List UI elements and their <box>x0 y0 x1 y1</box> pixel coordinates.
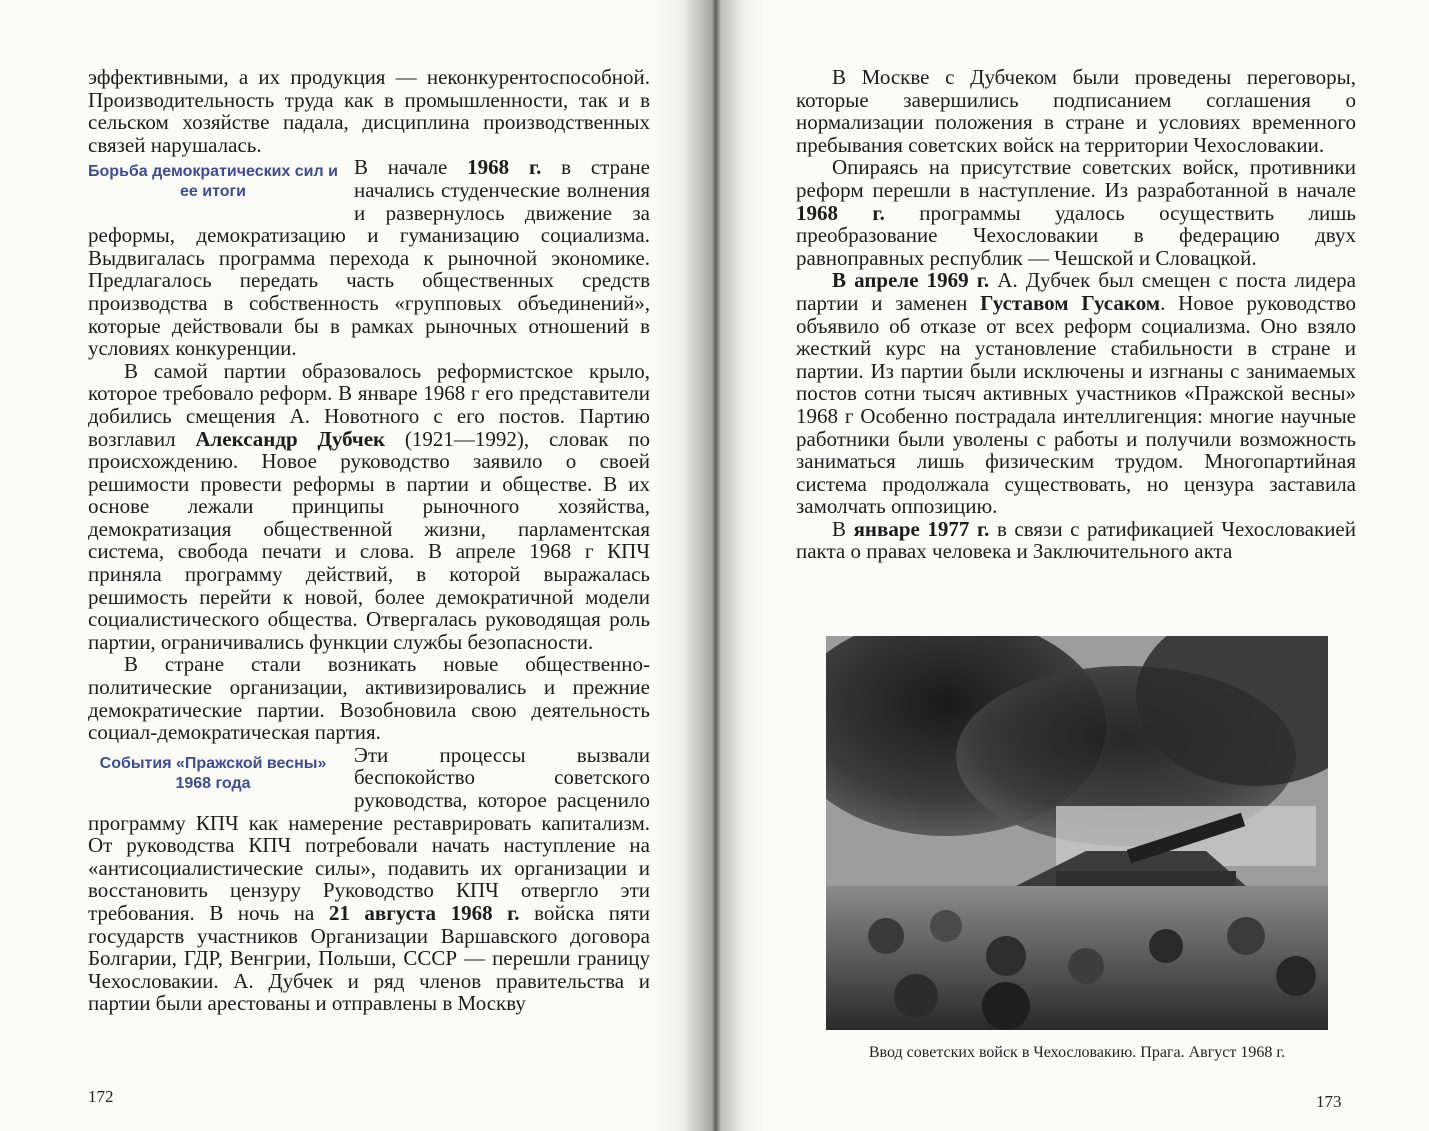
left-paragraph-4: В стране стали возникать новые общественно-политические организации, активизировались и прежние демократические партии. Возобновила свою деятельность социал-демократическая партия. <box>88 652 650 745</box>
right-paragraph-2: Опираясь на присутствие советских войск, противники реформ перешли в наступление. Из разработанной в начале 1968 г. программы удалось осуществить лишь преобразование Чехословакии в федерацию двух равноправных республик — Чешской и Словацкой. <box>796 155 1356 270</box>
left-paragraph-5: Эти процессы вызвали беспокойство советского руководства, которое расценило программу КПЧ как намерение реставрировать капитализм. От руководства КПЧ потребовали начать наступление на «антисоциалистические силы», подавить их организации и восстановить цензуру Руководство КПЧ отвергло эти требования. В ночь на 21 августа 1968 г. войска пяти государств участников Организации Варшавского договора Болгарии, ГДР, Венгрии, Польши, СССР — перешли границу Чехословакии. А. Дубчек и ряд членов правительства и партии были арестованы и отправлены в Москву <box>88 742 651 1016</box>
right-page <box>712 0 1429 1131</box>
side-heading-prague-spring: События «Пражской весны» 1968 года <box>99 754 327 792</box>
right-paragraph-1: В Москве с Дубчеком были проведены переговоры, которые завершились подписанием соглашения о нормализации положения в стране и условиях временного пребывания советских войск на территории Чехословакии. <box>796 65 1356 157</box>
left-paragraph-2: В начале 1968 г. в стране начались студенческие волнения и развернулось движение за реформы, демократизацию и гуманизацию социализма. Выдвигалась программа перехода к рыночной экономике. Предлагалось передать часть общественных средств производства в собственность «групповых объединений», которые действовали бы в рамках рыночных отношений в условиях конкуренции. <box>88 155 650 361</box>
right-paragraph-4: В январе 1977 г. в связи с ратификацией Чехословакией пакта о правах человека и Заключительного акта <box>796 516 1356 564</box>
left-paragraph-3: В самой партии образовалось реформистское крыло, которое требовало реформ. В январе 1968 г его представители добились смещения А. Новотного с его постов. Партию возглавил Александр Дубчек (1921—1992), словак по происхождению. Новое руководство заявило о своей решимости провести реформы в партии и обществе. В их основе лежали принципы рыночного хозяйства, демократизация общественной жизни, парламентская система, свобода печати и слова. В апреле 1968 г КПЧ приняла программу действий, в которой выражалась решимость перейти к новой, более демократичной модели социалистического общества. Отвергалась руководящая роль партии, ограничивались функции службы безопасности. <box>88 358 650 654</box>
left-paragraph-1: эффективными, а их продукция — неконкурентоспособной. Производительность труда как в промышленности, так и в сельском хозяйстве падала, дисциплина производственных связей нарушалась. <box>88 65 650 157</box>
right-text-column <box>796 66 1356 563</box>
left-page <box>0 0 712 1131</box>
side-heading-democratic-forces: Борьба демократических сил и ее итоги <box>88 163 338 201</box>
left-text-column <box>88 66 650 1015</box>
right-paragraph-3: В апреле 1969 г. А. Дубчек был смещен с поста лидера партии и заменен Густавом Гусаком. Новое руководство объявило об отказе от всех реформ социализма. Оно взяло жесткий курс на установление стабильности в стране и партии. Из партии были исключены и изгнаны с занимаемых постов сотни тысяч активных участников «Пражской весны» 1968 г Особенно пострадала интеллигенция: многие научные работники были уволены с работы и получили возможность заниматься лишь физическим трудом. Многопартийная система продолжала существовать, но цензура заставила замолчать оппозицию. <box>796 268 1356 519</box>
page-number-left: 172 <box>88 1087 114 1106</box>
page-number-right: 173 <box>1316 1092 1342 1111</box>
photo-illustration <box>826 636 1328 1030</box>
photo-caption: Ввод советских войск в Чехословакию. Прага. Август 1968 г. <box>868 1044 1286 1061</box>
historical-photo <box>826 636 1328 1030</box>
